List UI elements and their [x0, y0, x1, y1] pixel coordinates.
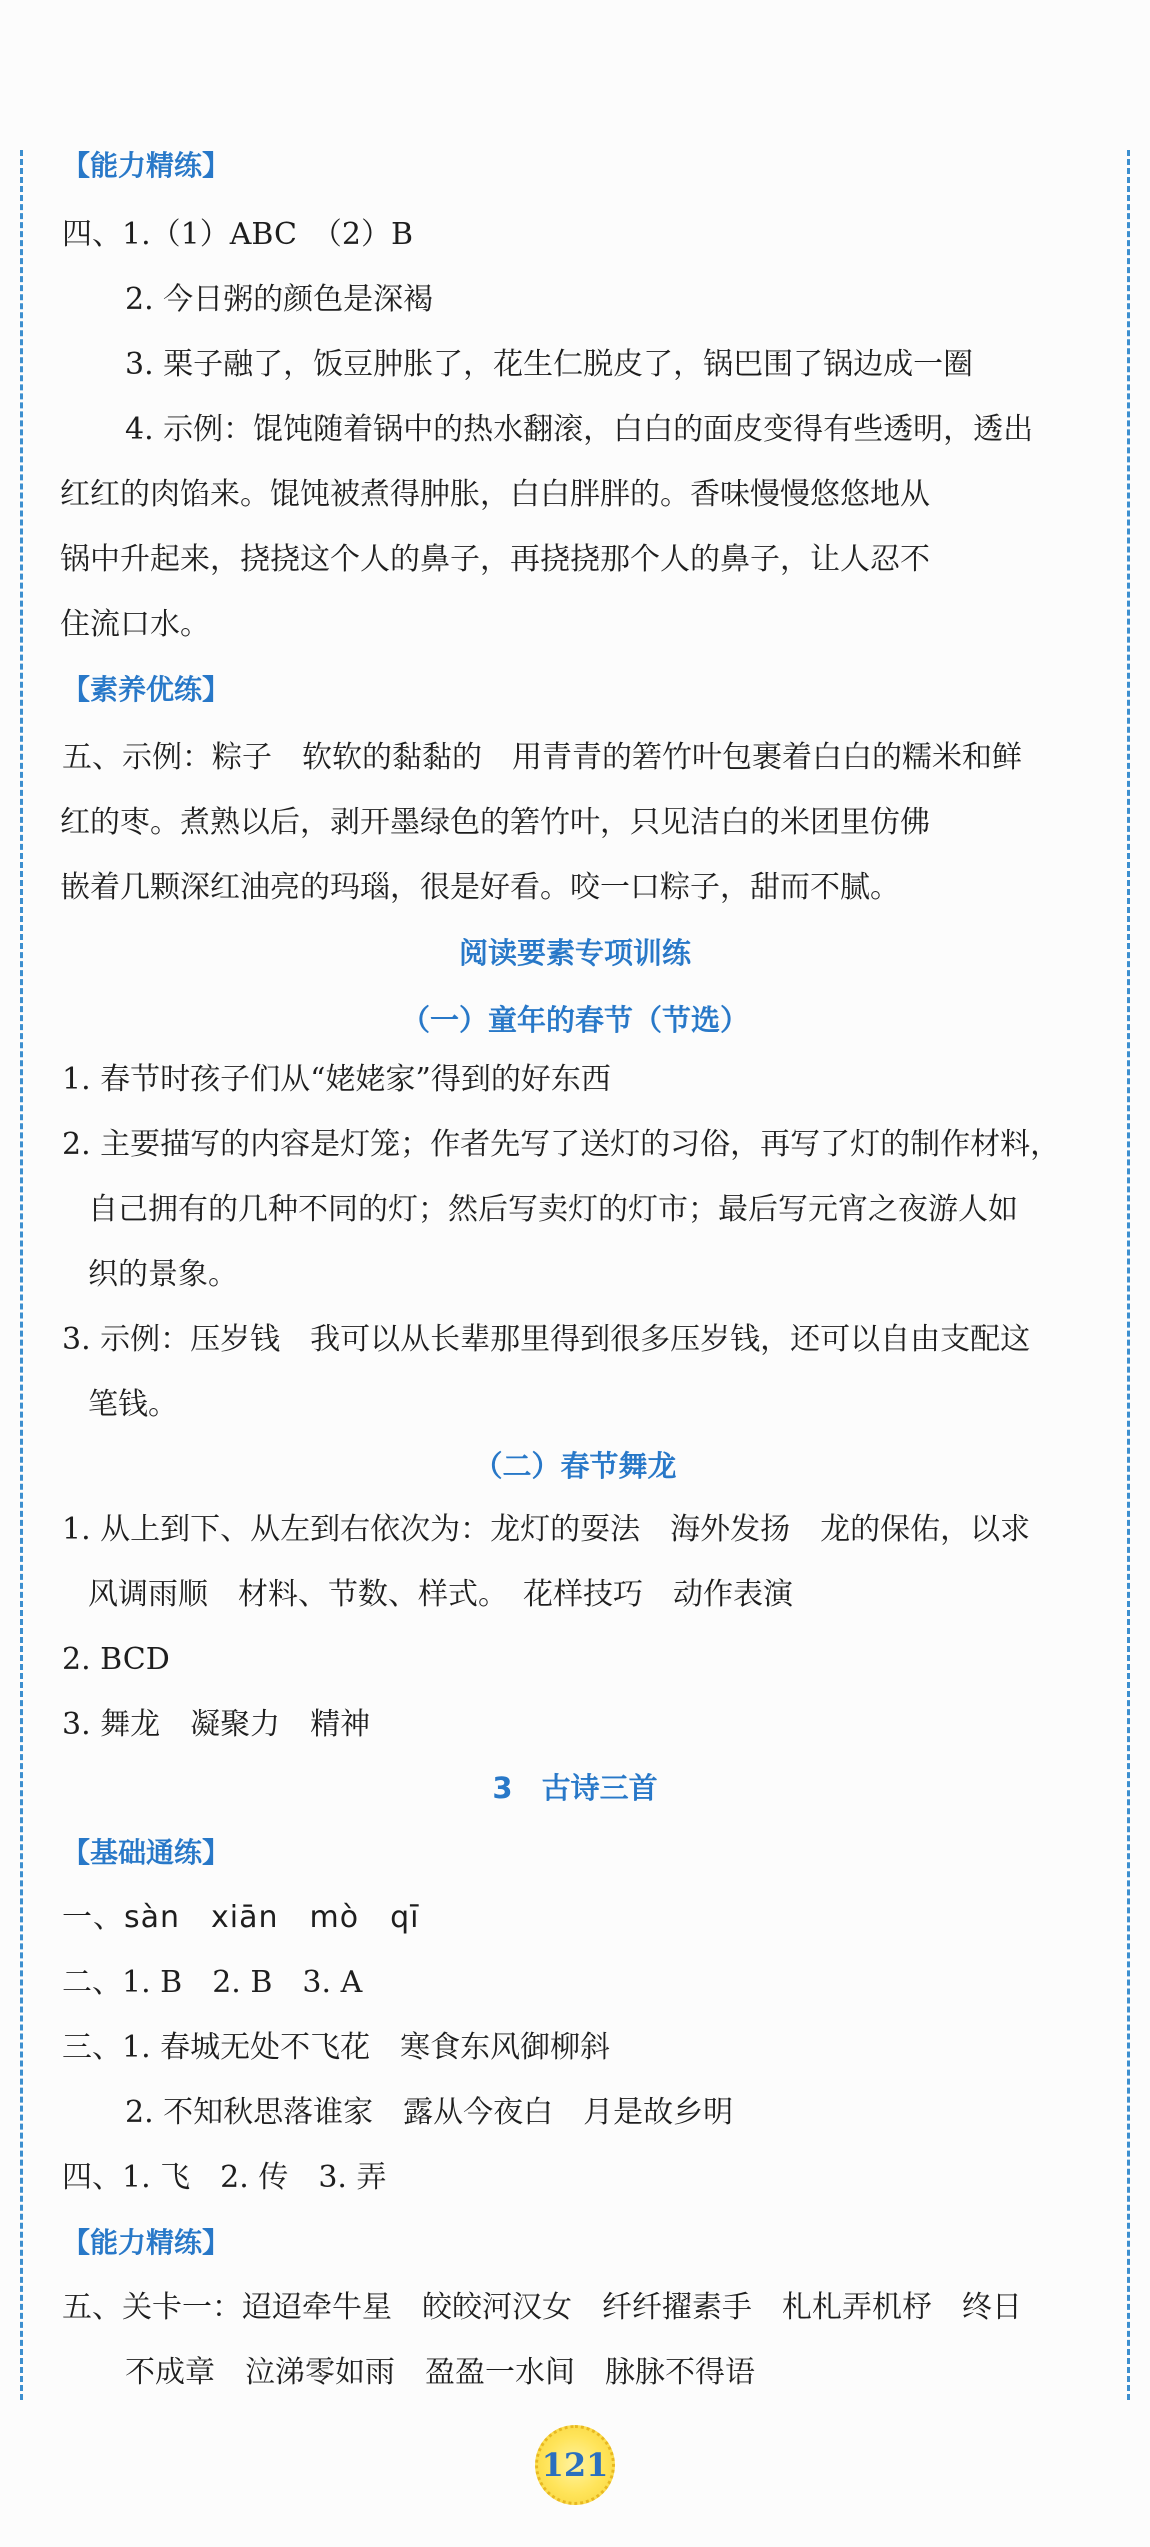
answer-line: 风调雨顺 材料、节数、样式。 花样技巧 动作表演 [88, 1577, 793, 1612]
answer-line: 五、示例：粽子 软软的黏黏的 用青青的箬竹叶包裹着白白的糯米和鲜 [62, 740, 1022, 775]
answer-line: 3. 舞龙 凝聚力 精神 [62, 1707, 371, 1742]
answer-line: 笔钱。 [88, 1387, 178, 1422]
answer-line: 锅中升起来，挠挠这个人的鼻子，再挠挠那个人的鼻子，让人忍不 [60, 542, 930, 577]
answer-line: 一、sàn xiān mò qī [62, 1900, 420, 1935]
answer-line: 2. 今日粥的颜色是深褐 [125, 282, 434, 317]
answer-line: 五、关卡一：迢迢牵牛星 皎皎河汉女 纤纤擢素手 札札弄机杼 终日 [62, 2290, 1022, 2325]
reading-section-title: 阅读要素专项训练 [458, 936, 691, 970]
section-tag-ability-2: 【能力精练】 [62, 2226, 231, 2259]
section-tag-literacy: 【素养优练】 [62, 673, 231, 706]
answer-line: 红的枣。煮熟以后，剥开墨绿色的箬竹叶，只见洁白的米团里仿佛 [60, 805, 930, 840]
page-number: 121 [535, 2425, 615, 2505]
lesson-3-title: 3 古诗三首 [492, 1771, 658, 1805]
answer-line: 住流口水。 [60, 607, 210, 642]
answer-line: 2. BCD [62, 1642, 170, 1677]
answer-line: 三、1. 春城无处不飞花 寒食东风御柳斜 [62, 2030, 611, 2065]
answer-line: 2. 主要描写的内容是灯笼；作者先写了送灯的习俗，再写了灯的制作材料， [62, 1127, 1061, 1162]
answer-line: 4. 示例：馄饨随着锅中的热水翻滚，白白的面皮变得有些透明，透出 [125, 412, 1034, 447]
right-dashed-border [1127, 150, 1130, 2400]
answer-line: 织的景象。 [88, 1257, 238, 1292]
answer-line: 2. 不知秋思落谁家 露从今夜白 月是故乡明 [125, 2095, 734, 2130]
answer-line: 红红的肉馅来。馄饨被煮得肿胀，白白胖胖的。香味慢慢悠悠地从 [60, 477, 930, 512]
section-tag-ability: 【能力精练】 [62, 149, 231, 182]
answer-line: 1. 从上到下、从左到右依次为：龙灯的耍法 海外发扬 龙的保佑，以求 [62, 1512, 1031, 1547]
passage-1-title: （一）童年的春节（节选） [400, 1003, 749, 1037]
answer-line: 四、1. 飞 2. 传 3. 弄 [62, 2160, 387, 2195]
answer-line: 二、1. B 2. B 3. A [62, 1965, 363, 2000]
answer-line: 自己拥有的几种不同的灯；然后写卖灯的灯市；最后写元宵之夜游人如 [88, 1192, 1018, 1227]
answer-line: 3. 栗子融了，饭豆肿胀了，花生仁脱皮了，锅巴围了锅边成一圈 [125, 347, 974, 382]
section-tag-basic: 【基础通练】 [62, 1836, 231, 1869]
answer-line: 嵌着几颗深红油亮的玛瑙，很是好看。咬一口粽子，甜而不腻。 [60, 870, 900, 905]
answer-line: 3. 示例：压岁钱 我可以从长辈那里得到很多压岁钱，还可以自由支配这 [62, 1322, 1031, 1357]
passage-2-title: （二）春节舞龙 [473, 1449, 677, 1483]
answer-line: 四、1.（1）ABC （2）B [62, 217, 414, 252]
answer-line: 1. 春节时孩子们从“姥姥家”得到的好东西 [62, 1062, 611, 1097]
left-dashed-border [20, 150, 23, 2400]
answer-line: 不成章 泣涕零如雨 盈盈一水间 脉脉不得语 [125, 2355, 755, 2390]
